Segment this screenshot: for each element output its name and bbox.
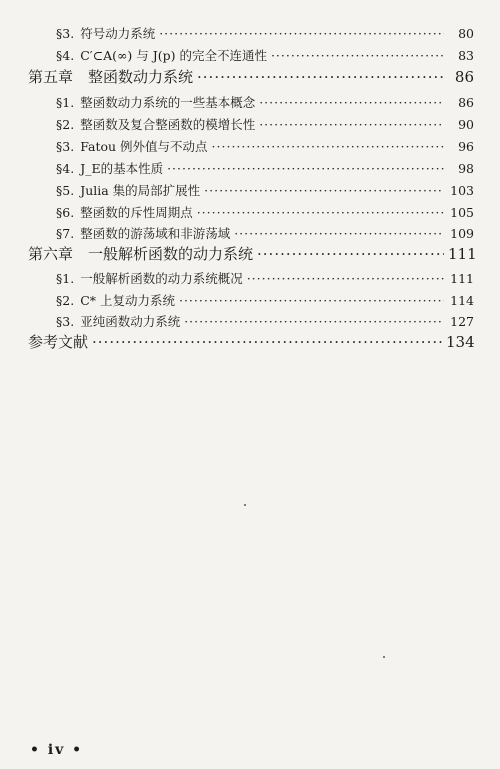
references-title: 参考文献 xyxy=(28,333,89,351)
chapter-title: 第五章 整函数动力系统 xyxy=(28,68,194,86)
page-number: 86 xyxy=(454,68,474,86)
dot-leader xyxy=(204,183,444,198)
dot-leader xyxy=(247,271,444,286)
toc-entry xyxy=(56,115,474,133)
toc-entry xyxy=(56,93,474,111)
toc-entry xyxy=(56,269,474,287)
page-number: 83 xyxy=(458,48,474,63)
page-number: 111 xyxy=(450,271,474,286)
scan-speck xyxy=(244,504,246,506)
toc-entry xyxy=(56,137,474,155)
section-number: §6. xyxy=(56,205,75,220)
page-number: 86 xyxy=(458,95,474,110)
section-number: §2. xyxy=(56,117,75,132)
toc-entry xyxy=(56,312,474,330)
toc-entry xyxy=(56,203,474,221)
section-number: §7. xyxy=(56,226,75,241)
section-number: §3. xyxy=(56,314,75,329)
toc-entry xyxy=(56,224,474,242)
entry-title: 符号动力系统 xyxy=(80,26,156,41)
dot-leader xyxy=(271,48,444,63)
page-folio: • iv • xyxy=(30,742,84,758)
page-number: 109 xyxy=(450,226,474,241)
entry-title: 一般解析函数的动力系统概况 xyxy=(80,271,243,286)
chapter-title: 第六章 一般解析函数的动力系统 xyxy=(28,245,254,263)
dot-leader xyxy=(92,333,442,351)
page-number: 103 xyxy=(450,183,474,198)
dot-leader xyxy=(167,161,444,176)
section-number: §1. xyxy=(56,271,75,286)
dot-leader xyxy=(197,205,444,220)
section-number: §3. xyxy=(56,139,75,154)
page-number: 80 xyxy=(458,26,474,41)
section-number: §4. xyxy=(56,161,75,176)
dot-leader xyxy=(257,245,444,263)
chapter-entry xyxy=(28,243,477,264)
page-number: 114 xyxy=(450,293,474,308)
entry-title: 整函数的斥性周期点 xyxy=(80,205,193,220)
scan-speck xyxy=(383,656,385,658)
dot-leader xyxy=(259,117,444,132)
dot-leader xyxy=(184,314,444,329)
dot-leader xyxy=(234,226,444,241)
dot-leader xyxy=(212,139,444,154)
section-number: §4. xyxy=(56,48,75,63)
page-number: 111 xyxy=(448,245,477,263)
section-number: §3. xyxy=(56,26,75,41)
entry-title: Fatou 例外值与不动点 xyxy=(80,139,208,154)
toc-entry xyxy=(56,181,474,199)
entry-title: J_E的基本性质 xyxy=(80,161,164,176)
toc-entry xyxy=(56,291,474,309)
section-number: §5. xyxy=(56,183,75,198)
entry-title: 整函数及复合整函数的模增长性 xyxy=(80,117,256,132)
toc-entry xyxy=(56,24,474,42)
entry-title: C* 上复动力系统 xyxy=(80,293,175,308)
page-number: 98 xyxy=(458,161,474,176)
entry-title: Julia 集的局部扩展性 xyxy=(80,183,201,198)
toc-entry xyxy=(56,159,474,177)
entry-title: 整函数动力系统的一些基本概念 xyxy=(80,95,256,110)
references-entry xyxy=(28,331,475,352)
page-number: 90 xyxy=(458,117,474,132)
dot-leader xyxy=(197,68,444,86)
dot-leader xyxy=(259,95,444,110)
chapter-entry xyxy=(28,66,474,87)
page-number: 96 xyxy=(458,139,474,154)
page-number: 134 xyxy=(446,333,475,351)
dot-leader xyxy=(159,26,444,41)
toc-entry xyxy=(56,46,474,64)
section-number: §1. xyxy=(56,95,75,110)
entry-title: C′⊂A(∞) 与 J(p) 的完全不连通性 xyxy=(80,48,267,63)
page-number: 105 xyxy=(450,205,474,220)
entry-title: 整函数的游荡域和非游荡域 xyxy=(80,226,231,241)
entry-title: 亚纯函数动力系统 xyxy=(80,314,181,329)
page-number: 127 xyxy=(450,314,474,329)
dot-leader xyxy=(179,293,444,308)
section-number: §2. xyxy=(56,293,75,308)
